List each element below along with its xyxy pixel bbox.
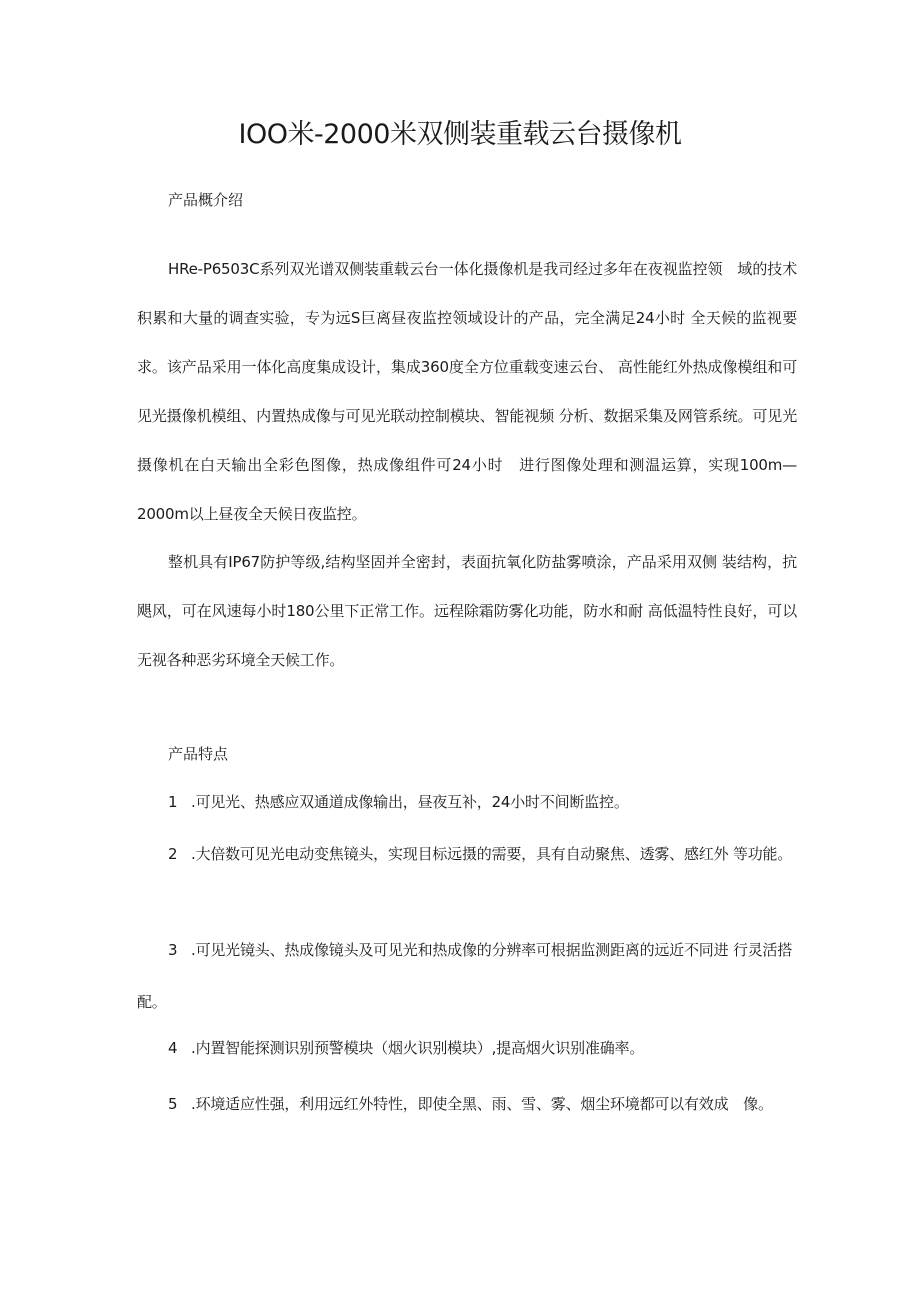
feature-number: 5	[168, 1095, 178, 1113]
feature-number: 2	[168, 845, 178, 863]
intro-paragraph-2: 整机具有IP67防护等级,结构坚固并全密封，表面抗氧化防盐雾喷涂，产品采用双侧 装结构，抗飓风，可在风速每小时180公里下正常工作。远程除霜防雾化功能，防水和耐 高低温特性良好，可以无视各种恶劣环境全天候工作。	[137, 553, 797, 669]
feature-text: .内置智能探测识别预警模块（烟火识别模块）,提高烟火识别准确率。	[191, 1039, 645, 1057]
feature-number: 3	[168, 941, 178, 959]
feature-item-2	[137, 828, 797, 880]
feature-text: .环境适应性强，利用远红外特性，即使全黑、雨、雪、雾、烟尘环境都可以有效成 像。	[191, 1095, 773, 1113]
feature-number: 4	[168, 1039, 178, 1057]
features-heading: 产品特点	[168, 745, 229, 763]
intro-heading: 产品概介绍	[168, 191, 244, 209]
feature-number: 1	[168, 793, 178, 811]
feature-text: .大倍数可见光电动变焦镜头，实现目标远摄的需要，具有自动聚焦、透雾、感红外 等功能。	[191, 845, 793, 863]
feature-item-5	[137, 1078, 797, 1130]
feature-text: .可见光镜头、热成像镜头及可见光和热成像的分辨率可根据监测距离的远近不同进 行灵活搭配。	[137, 941, 793, 1011]
feature-text: .可见光、热感应双通道成像输出，昼夜互补，24小时不间断监控。	[191, 793, 629, 811]
feature-item-1	[137, 776, 797, 828]
intro-paragraph-1: HRe-P6503C系列双光谱双侧装重载云台一体化摄像机是我司经过多年在夜视监控领 域的技术积累和大量的调查实验，专为远S巨离昼夜监控领域设计的产品，完全满足24小时 全天候的监视要求。该产品采用一体化高度集成设计，集成360度全方位重载变速云台、 高性能红外热成像模组和可见光摄像机模组、内置热成像与可见光联动控制模块、智能视频 分析、数据采集及网管系统。可见光摄像机在白天输出全彩色图像，热成像组件可24小时 进行图像处理和测温运算，实现100m—2000m以上昼夜全天候日夜监控。	[137, 260, 797, 523]
document-title: IOO米-2000米双侧装重载云台摄像机	[238, 119, 682, 150]
feature-item-4	[137, 1022, 797, 1074]
feature-item-3	[137, 924, 797, 1028]
